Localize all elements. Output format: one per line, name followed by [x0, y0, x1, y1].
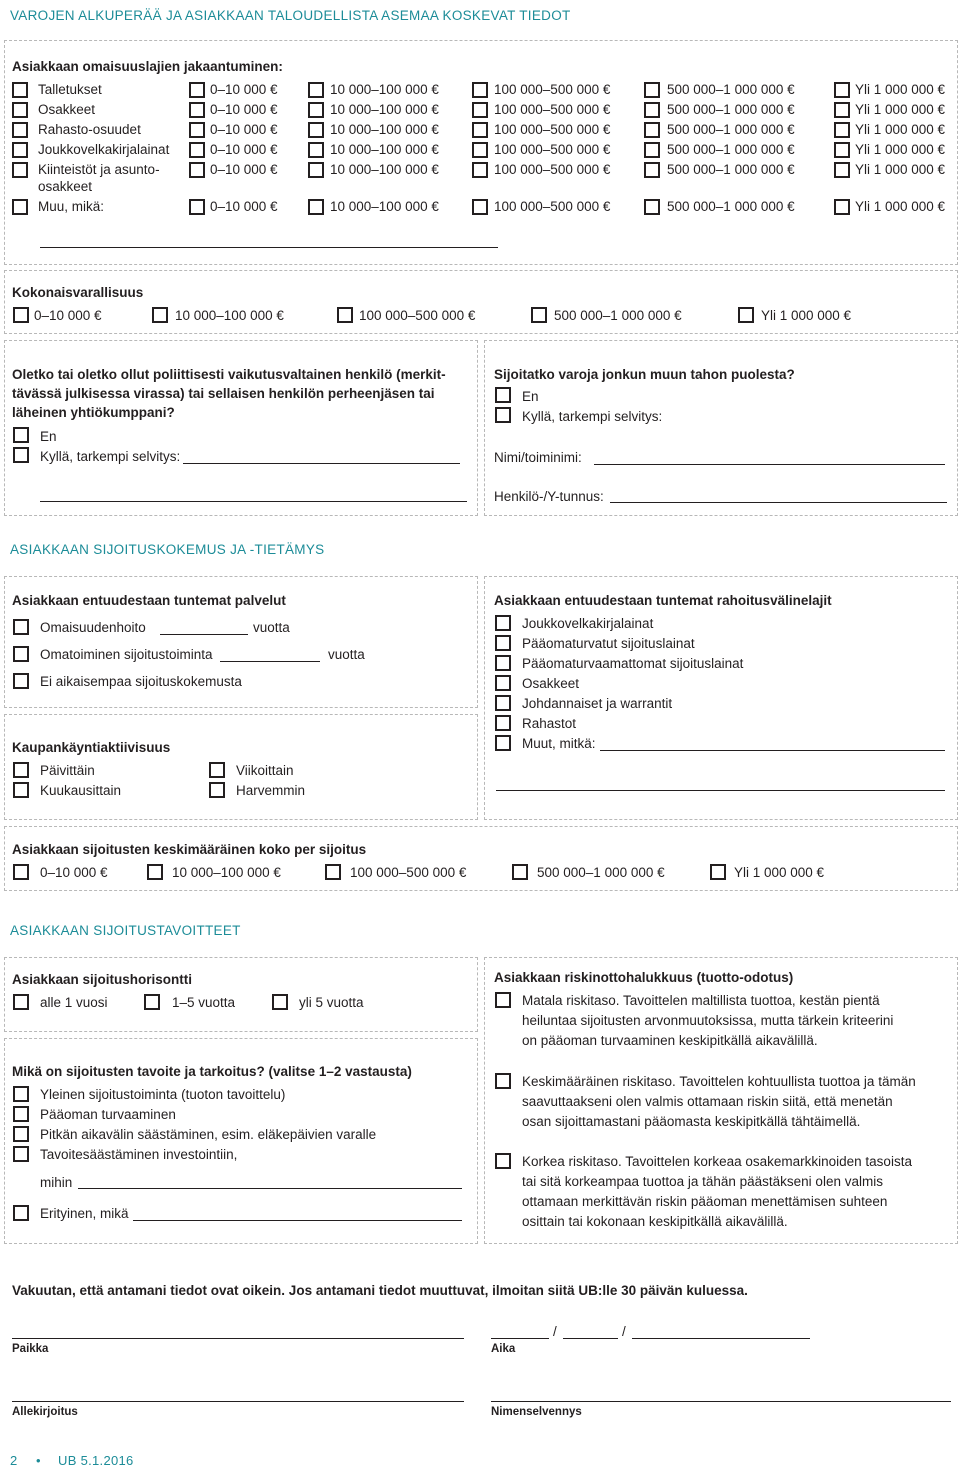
purpose-4-label: Tavoitesäästäminen investointiin,: [40, 1147, 238, 1162]
total-wealth-checkbox[interactable]: [738, 307, 754, 323]
risk-high-checkbox[interactable]: [495, 1153, 511, 1169]
asset-range-label: 100 000–500 000 €: [494, 162, 611, 177]
purpose-other-line[interactable]: [133, 1220, 462, 1221]
third-party-question: Sijoitatko varoja jonkun muun tahon puolesta?: [494, 367, 795, 382]
avg-size-checkbox[interactable]: [325, 864, 341, 880]
asset-range-checkbox[interactable]: [308, 102, 324, 118]
asset-range-label: 10 000–100 000 €: [330, 162, 439, 177]
asset-range-label: 100 000–500 000 €: [494, 82, 611, 97]
risk-mid-line3: osan sijoittamastani pääomasta keskipitkällä tähtäimellä.: [522, 1114, 861, 1129]
asset-row-checkbox[interactable]: [12, 142, 28, 158]
avg-size-label: 100 000–500 000 €: [350, 865, 467, 880]
instrument-checkbox[interactable]: [495, 695, 511, 711]
date-month-line[interactable]: [563, 1338, 618, 1339]
asset-range-checkbox[interactable]: [834, 162, 850, 178]
name-clarification-line[interactable]: [491, 1401, 951, 1402]
services-heading: Asiakkaan entuudestaan tuntemat palvelut: [12, 593, 286, 608]
asset-range-checkbox[interactable]: [644, 122, 660, 138]
pep-no-checkbox[interactable]: [13, 427, 29, 443]
declaration: Vakuutan, että antamani tiedot ovat oikein. Jos antamani tiedot muuttuvat, ilmoitan siitä UB:lle 30 päivän kuluessa.: [12, 1283, 748, 1298]
trading-weekly-label: Viikoittain: [236, 763, 294, 778]
service-1-years: vuotta: [253, 620, 290, 635]
third-yes-label: Kyllä, tarkempi selvitys:: [522, 409, 663, 424]
third-no-label: En: [522, 389, 539, 404]
section-title-goals: ASIAKKAAN SIJOITUSTAVOITTEET: [10, 923, 241, 938]
risk-high-line2: tai sitä korkeampaa tuottoa ja tähän päästäkseni olen valmis: [522, 1174, 883, 1189]
instrument-checkbox[interactable]: [495, 615, 511, 631]
instrument-checkbox[interactable]: [495, 635, 511, 651]
total-wealth-label: 500 000–1 000 000 €: [554, 308, 682, 323]
avg-size-label: Yli 1 000 000 €: [734, 865, 825, 880]
asset-range-label: 0–10 000 €: [210, 199, 278, 214]
total-wealth-label: 10 000–100 000 €: [175, 308, 284, 323]
purpose-5-checkbox[interactable]: [13, 1205, 29, 1221]
horizon-1-label: alle 1 vuosi: [40, 995, 108, 1010]
trading-daily-checkbox[interactable]: [13, 762, 29, 778]
trading-monthly-label: Kuukausittain: [40, 783, 122, 798]
asset-range-label: 0–10 000 €: [210, 102, 278, 117]
risk-low-line2: heiluntaa sijoitusten arvonmuutoksissa, mutta tärkein kriteerini: [522, 1013, 894, 1028]
purpose-1-checkbox[interactable]: [13, 1086, 29, 1102]
avg-size-checkbox[interactable]: [710, 864, 726, 880]
risk-mid-checkbox[interactable]: [495, 1073, 511, 1089]
avg-size-checkbox[interactable]: [147, 864, 163, 880]
asset-row-checkbox[interactable]: [12, 122, 28, 138]
third-no-checkbox[interactable]: [495, 387, 511, 403]
other-asset-line[interactable]: [40, 247, 498, 248]
asset-row-label: Osakkeet: [38, 102, 96, 117]
total-wealth-checkbox[interactable]: [531, 307, 547, 323]
total-wealth-checkbox[interactable]: [13, 307, 29, 323]
asset-row-label: Joukkovelkakirjalainat: [38, 142, 170, 157]
instrument-label: Muut, mitkä:: [522, 736, 596, 751]
row-label-cont: osakkeet: [38, 179, 93, 194]
date-year-line[interactable]: [632, 1338, 810, 1339]
asset-row-label: Rahasto-osuudet: [38, 122, 141, 137]
instrument-label: Joukkovelkakirjalainat: [522, 616, 654, 631]
risk-mid-line1: Keskimääräinen riskitaso. Tavoittelen kohtuullista tuottoa ja tämän: [522, 1074, 916, 1089]
asset-range-label: Yli 1 000 000 €: [855, 122, 946, 137]
pep-detail-line-2[interactable]: [40, 501, 467, 502]
pep-question-line2: tävässä julkisessa virassa) tai sellaisen henkilön perheenjäsen tai: [12, 386, 435, 401]
total-wealth-checkbox[interactable]: [337, 307, 353, 323]
total-wealth-label: 100 000–500 000 €: [359, 308, 476, 323]
asset-range-label: 0–10 000 €: [210, 142, 278, 157]
asset-range-label: Yli 1 000 000 €: [855, 199, 946, 214]
purpose-4-checkbox[interactable]: [13, 1146, 29, 1162]
asset-range-checkbox[interactable]: [308, 142, 324, 158]
risk-mid-line2: saavuttaakseni olen valmis ottamaan riskin siitä, että menetän: [522, 1094, 893, 1109]
asset-range-checkbox[interactable]: [644, 102, 660, 118]
asset-range-label: Yli 1 000 000 €: [855, 102, 946, 117]
asset-row-label: Muu, mikä:: [38, 199, 105, 214]
horizon-heading: Asiakkaan sijoitushorisontti: [12, 972, 193, 987]
instrument-label: Rahastot: [522, 716, 577, 731]
footer-bullet: •: [36, 1453, 41, 1468]
purpose-where-line[interactable]: [78, 1188, 462, 1189]
asset-range-checkbox[interactable]: [308, 122, 324, 138]
purpose-2-label: Pääoman turvaaminen: [40, 1107, 176, 1122]
avg-size-heading: Asiakkaan sijoitusten keskimääräinen koko per sijoitus: [12, 842, 367, 857]
instrument-label: Pääomaturvaamattomat sijoituslainat: [522, 656, 744, 671]
doc-id: UB 5.1.2016: [58, 1453, 134, 1468]
asset-range-checkbox[interactable]: [834, 122, 850, 138]
risk-low-line3: on pääoman turvaaminen keskipitkällä aikavälillä.: [522, 1033, 818, 1048]
asset-range-checkbox[interactable]: [472, 199, 488, 215]
asset-range-checkbox[interactable]: [472, 142, 488, 158]
total-wealth-heading: Kokonaisvarallisuus: [12, 285, 144, 300]
trading-monthly-checkbox[interactable]: [13, 782, 29, 798]
asset-range-label: 0–10 000 €: [210, 82, 278, 97]
service-1-years-line[interactable]: [160, 634, 248, 635]
horizon-1-checkbox[interactable]: [13, 994, 29, 1010]
asset-range-label: 100 000–500 000 €: [494, 102, 611, 117]
asset-range-label: 0–10 000 €: [210, 122, 278, 137]
avg-size-checkbox[interactable]: [13, 864, 29, 880]
name-input-line[interactable]: [594, 464, 945, 465]
asset-range-label: 10 000–100 000 €: [330, 122, 439, 137]
signature-label: Allekirjoitus: [12, 1406, 78, 1418]
risk-low-line1: Matala riskitaso. Tavoittelen maltillista tuottoa, kestän pientä: [522, 993, 880, 1008]
trading-heading: Kaupankäyntiaktiivisuus: [12, 740, 171, 755]
risk-high-line3: ottamaan merkittävän riskin pääoman menettämisen suhteen: [522, 1194, 888, 1209]
service-3-label: Ei aikaisempaa sijoituskokemusta: [40, 674, 242, 689]
purpose-2-checkbox[interactable]: [13, 1106, 29, 1122]
asset-range-label: 10 000–100 000 €: [330, 142, 439, 157]
asset-range-checkbox[interactable]: [308, 82, 324, 98]
purpose-3-checkbox[interactable]: [13, 1126, 29, 1142]
instrument-label: Johdannaiset ja warrantit: [522, 696, 673, 711]
asset-range-label: Yli 1 000 000 €: [855, 142, 946, 157]
risk-high-line4: osittain tai kokonaan keskipitkällä aikavälillä.: [522, 1214, 788, 1229]
service-2-checkbox[interactable]: [13, 646, 29, 662]
third-yes-checkbox[interactable]: [495, 407, 511, 423]
asset-range-checkbox[interactable]: [834, 82, 850, 98]
asset-range-label: 500 000–1 000 000 €: [667, 142, 795, 157]
purpose-heading: Mikä on sijoitusten tavoite ja tarkoitus? (valitse 1–2 vastausta): [12, 1064, 412, 1079]
instrument-checkbox[interactable]: [495, 735, 511, 751]
asset-range-checkbox[interactable]: [472, 162, 488, 178]
horizon-3-checkbox[interactable]: [272, 994, 288, 1010]
trading-weekly-checkbox[interactable]: [209, 762, 225, 778]
asset-range-label: 500 000–1 000 000 €: [667, 82, 795, 97]
date-slash-1: /: [553, 1324, 557, 1339]
pep-detail-line-1[interactable]: [183, 463, 460, 464]
asset-row-checkbox[interactable]: [12, 102, 28, 118]
instrument-label: Osakkeet: [522, 676, 580, 691]
instrument-checkbox[interactable]: [495, 715, 511, 731]
horizon-2-checkbox[interactable]: [144, 994, 160, 1010]
asset-range-label: 500 000–1 000 000 €: [667, 199, 795, 214]
instruments-other-line-2[interactable]: [496, 790, 945, 791]
name-clarification-label: Nimenselvennys: [491, 1406, 582, 1418]
pep-no-label: En: [40, 429, 57, 444]
total-wealth-label: Yli 1 000 000 €: [761, 308, 852, 323]
service-1-label: Omaisuudenhoito: [40, 620, 146, 635]
asset-range-checkbox[interactable]: [834, 142, 850, 158]
id-input-line[interactable]: [610, 502, 947, 503]
asset-range-checkbox[interactable]: [644, 199, 660, 215]
instrument-checkbox[interactable]: [495, 655, 511, 671]
total-wealth-checkbox[interactable]: [152, 307, 168, 323]
asset-range-checkbox[interactable]: [189, 142, 205, 158]
asset-range-checkbox[interactable]: [472, 82, 488, 98]
asset-range-checkbox[interactable]: [189, 162, 205, 178]
trading-daily-label: Päivittäin: [40, 763, 95, 778]
section-title-experience: ASIAKKAAN SIJOITUSKOKEMUS JA -TIETÄMYS: [10, 542, 325, 557]
purpose-3-label: Pitkän aikavälin säästäminen, esim. eläkepäivien varalle: [40, 1127, 377, 1142]
asset-row-checkbox[interactable]: [12, 162, 28, 178]
page-number: 2: [10, 1453, 18, 1468]
asset-range-label: 100 000–500 000 €: [494, 142, 611, 157]
asset-range-label: 10 000–100 000 €: [330, 199, 439, 214]
service-2-years-line[interactable]: [220, 661, 320, 662]
purpose-5-label: Erityinen, mikä: [40, 1206, 129, 1221]
asset-row-label: Kiinteistöt ja asunto-: [38, 162, 160, 177]
instrument-checkbox[interactable]: [495, 675, 511, 691]
service-3-checkbox[interactable]: [13, 673, 29, 689]
service-2-years: vuotta: [328, 647, 365, 662]
asset-range-checkbox[interactable]: [644, 142, 660, 158]
total-wealth-box: [4, 270, 958, 334]
purpose-where-label: mihin: [40, 1175, 73, 1190]
asset-range-label: 100 000–500 000 €: [494, 122, 611, 137]
asset-range-checkbox[interactable]: [308, 199, 324, 215]
asset-range-checkbox[interactable]: [834, 102, 850, 118]
date-slash-2: /: [622, 1324, 626, 1339]
avg-size-box: [4, 826, 958, 891]
place-label: Paikka: [12, 1343, 49, 1355]
avg-size-checkbox[interactable]: [512, 864, 528, 880]
risk-high-line1: Korkea riskitaso. Tavoittelen korkeaa osakemarkkinoiden tasoista: [522, 1154, 912, 1169]
asset-row-label: Talletukset: [38, 82, 102, 97]
asset-range-checkbox[interactable]: [472, 122, 488, 138]
asset-range-label: 500 000–1 000 000 €: [667, 162, 795, 177]
section-title-origin: VAROJEN ALKUPERÄÄ JA ASIAKKAAN TALOUDELLISTA ASEMAA KOSKEVAT TIEDOT: [10, 8, 571, 23]
pep-question-line1: Oletko tai oletko ollut poliittisesti vaikutusvaltainen henkilö (merkit-: [12, 367, 446, 382]
name-label: Nimi/toiminimi:: [494, 450, 582, 465]
time-label: Aika: [491, 1343, 516, 1355]
asset-range-label: 10 000–100 000 €: [330, 82, 439, 97]
pep-yes-label: Kyllä, tarkempi selvitys:: [40, 449, 181, 464]
asset-range-checkbox[interactable]: [189, 122, 205, 138]
service-2-label: Omatoiminen sijoitustoiminta: [40, 647, 213, 662]
asset-range-label: 500 000–1 000 000 €: [667, 102, 795, 117]
horizon-2-label: 1–5 vuotta: [172, 995, 236, 1010]
asset-range-checkbox[interactable]: [644, 82, 660, 98]
asset-range-label: 100 000–500 000 €: [494, 199, 611, 214]
instruments-heading: Asiakkaan entuudestaan tuntemat rahoitusvälinelajit: [494, 593, 832, 608]
risk-low-checkbox[interactable]: [495, 992, 511, 1008]
trading-rarely-checkbox[interactable]: [209, 782, 225, 798]
avg-size-label: 0–10 000 €: [40, 865, 108, 880]
signature-line[interactable]: [12, 1401, 464, 1402]
horizon-3-label: yli 5 vuotta: [299, 995, 364, 1010]
asset-range-label: 0–10 000 €: [210, 162, 278, 177]
pep-question-line3: läheinen yhtiökumppani?: [12, 405, 175, 420]
asset-range-checkbox[interactable]: [189, 199, 205, 215]
trading-rarely-label: Harvemmin: [236, 783, 306, 798]
risk-heading: Asiakkaan riskinottohalukkuus (tuotto-odotus): [494, 970, 794, 985]
pep-yes-checkbox[interactable]: [13, 447, 29, 463]
avg-size-label: 10 000–100 000 €: [172, 865, 281, 880]
asset-range-label: Yli 1 000 000 €: [855, 82, 946, 97]
asset-row-checkbox[interactable]: [12, 199, 28, 215]
asset-range-label: 10 000–100 000 €: [330, 102, 439, 117]
asset-range-checkbox[interactable]: [189, 82, 205, 98]
asset-range-label: Yli 1 000 000 €: [855, 162, 946, 177]
assets-heading: Asiakkaan omaisuuslajien jakaantuminen:: [12, 59, 283, 74]
place-line[interactable]: [12, 1338, 464, 1339]
purpose-1-label: Yleinen sijoitustoiminta (tuoton tavoittelu): [40, 1087, 286, 1102]
asset-row-checkbox[interactable]: [12, 82, 28, 98]
asset-range-checkbox[interactable]: [308, 162, 324, 178]
total-wealth-label: 0–10 000 €: [34, 308, 102, 323]
asset-range-checkbox[interactable]: [189, 102, 205, 118]
date-day-line[interactable]: [491, 1338, 549, 1339]
id-label: Henkilö-/Y-tunnus:: [494, 489, 604, 504]
instrument-label: Pääomaturvatut sijoituslainat: [522, 636, 695, 651]
avg-size-label: 500 000–1 000 000 €: [537, 865, 665, 880]
asset-range-checkbox[interactable]: [834, 199, 850, 215]
instruments-other-line-1[interactable]: [600, 750, 945, 751]
service-1-checkbox[interactable]: [13, 619, 29, 635]
asset-range-label: 500 000–1 000 000 €: [667, 122, 795, 137]
asset-range-checkbox[interactable]: [644, 162, 660, 178]
asset-range-checkbox[interactable]: [472, 102, 488, 118]
